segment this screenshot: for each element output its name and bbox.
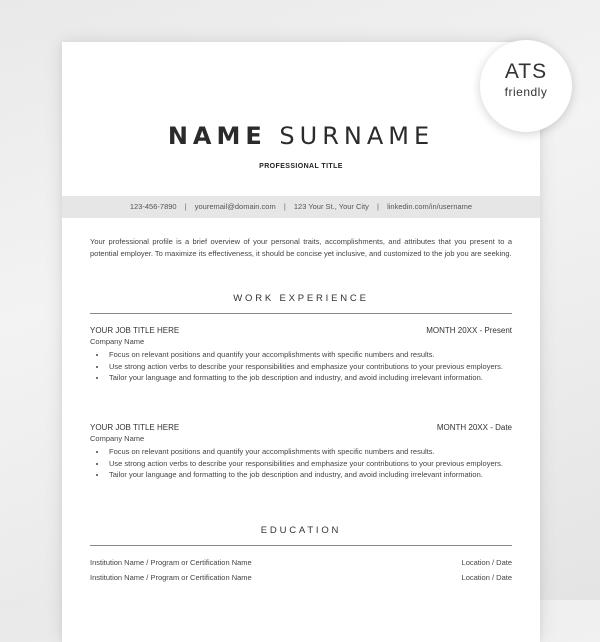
contact-linkedin: linkedin.com/in/username xyxy=(387,202,473,211)
last-name: SURNAME xyxy=(279,122,435,150)
job-dates: MONTH 20XX - Date xyxy=(436,423,512,432)
job-bullets xyxy=(90,349,512,384)
job-title: YOUR JOB TITLE HERE xyxy=(90,423,180,432)
job-title: YOUR JOB TITLE HERE xyxy=(90,326,180,335)
institution-program: Institution Name / Program or Certification Name xyxy=(90,573,252,582)
section-divider xyxy=(90,545,512,546)
bullet-item: • Use strong action verbs to describe your responsibilities and emphasize your contributions to your previous employers. xyxy=(107,361,512,373)
bullet-item: • Focus on relevant positions and quantify your accomplishments with specific numbers and results. xyxy=(107,446,512,458)
first-name: NAME xyxy=(167,122,267,150)
company-name: Company Name xyxy=(90,337,145,346)
job-entry xyxy=(90,325,512,384)
professional-title: PROFESSIONAL TITLE xyxy=(259,163,343,170)
job-bullets xyxy=(90,446,512,481)
contact-separator: | xyxy=(184,202,187,211)
company-name: Company Name xyxy=(90,434,145,443)
badge-friendly: friendly xyxy=(504,85,548,99)
location-date: Location / Date xyxy=(461,573,512,582)
education-entry xyxy=(90,573,512,582)
education-entry xyxy=(90,558,512,567)
resume-page xyxy=(62,42,540,642)
bullet-item: • Focus on relevant positions and quantify your accomplishments with specific numbers and results. xyxy=(107,349,512,361)
resume-name xyxy=(62,122,540,150)
section-divider xyxy=(90,313,512,314)
job-dates: MONTH 20XX - Present xyxy=(426,326,512,335)
contact-bar xyxy=(62,196,540,218)
institution-program: Institution Name / Program or Certification Name xyxy=(90,558,252,567)
contact-phone: 123-456-7890 xyxy=(129,202,177,211)
badge-ats: ATS xyxy=(504,60,548,83)
bullet-item: • Tailor your language and formatting to the job description and industry, and avoid including irrelevant information. xyxy=(107,372,512,384)
job-entry xyxy=(90,422,512,481)
profile-summary: Your professional profile is a brief overview of your personal traits, accomplishments, and attributes that you present to a potential employer. To maximize its effectiveness, it should be concise yet inclusive, and customized to the job you are seeking. xyxy=(90,237,512,258)
contact-separator: | xyxy=(283,202,286,211)
contact-address: 123 Your St., Your City xyxy=(293,202,369,211)
ats-friendly-badge xyxy=(480,40,572,132)
location-date: Location / Date xyxy=(461,558,512,567)
bullet-item: • Tailor your language and formatting to the job description and industry, and avoid including irrelevant information. xyxy=(107,469,512,481)
contact-separator: | xyxy=(377,202,379,211)
bullet-item: • Use strong action verbs to describe your responsibilities and emphasize your contributions to your previous employers. xyxy=(107,458,512,470)
education-heading: EDUCATION xyxy=(260,525,342,536)
contact-email: youremail@domain.com xyxy=(194,202,276,211)
work-experience-heading: WORK EXPERIENCE xyxy=(233,293,369,304)
